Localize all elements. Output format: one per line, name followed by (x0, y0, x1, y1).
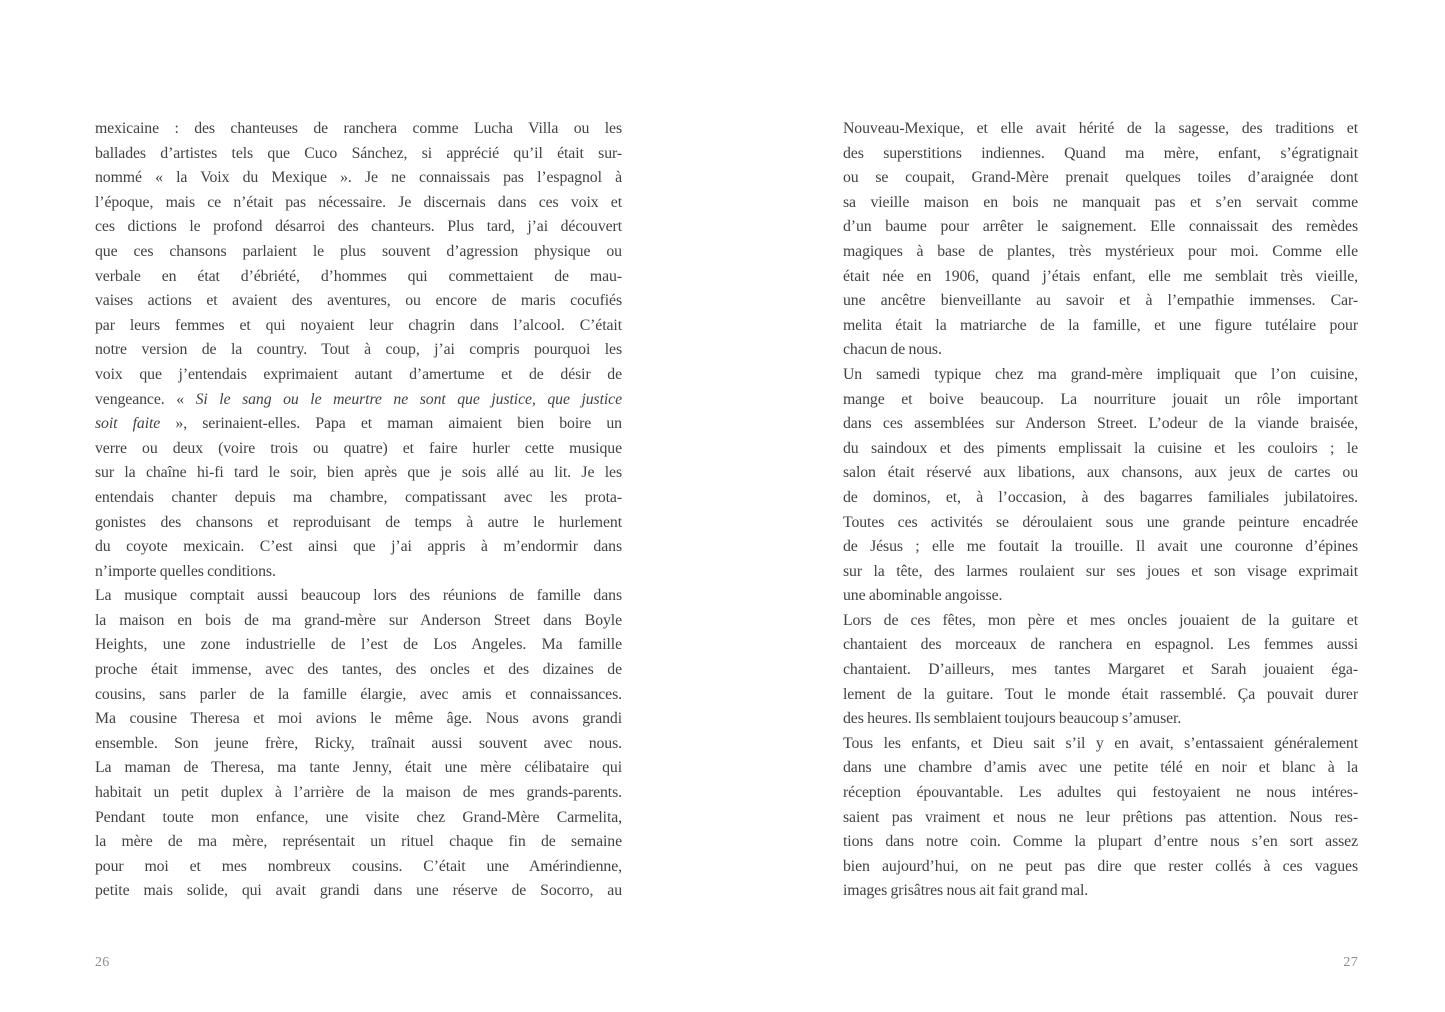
text-line (95, 437, 622, 462)
text-line (843, 535, 1358, 560)
text-segment: verbale en état d’ébriété, d’hommes qui commettaient de mau- (95, 267, 622, 285)
text-line (843, 683, 1358, 708)
text-segment: melita était la matriarche de la famille, et une figure tutélaire pour (843, 316, 1358, 334)
text-segment: Pendant toute mon enfance, une visite chez Grand-Mère Carmelita, (95, 808, 622, 826)
text-line (95, 388, 622, 413)
text-segment: des superstitions indiennes. Quand ma mère, enfant, s’égratignait (843, 144, 1358, 162)
page-text-column (95, 117, 622, 904)
text-segment: une ancêtre bienveillante au savoir et à l’empathie immenses. Car- (843, 292, 1358, 310)
page-number: 27 (1343, 955, 1358, 970)
text-line (95, 633, 622, 658)
text-segment: du coyote mexicain. C’est ainsi que j’ai appris à m’endormir dans (95, 538, 622, 556)
text-line (843, 879, 1358, 904)
text-segment: cousins, sans parler de la famille élargie, avec amis et connaissances. (95, 685, 622, 703)
text-line (843, 142, 1358, 167)
text-line (95, 412, 622, 437)
text-segment: mexicaine : des chanteuses de ranchera comme Lucha Villa ou les (95, 120, 622, 137)
text-segment: mange et boive beaucoup. La nourriture jouait un rôle important (843, 390, 1358, 408)
text-segment: petite mais solide, qui avait grandi dans une réserve de Socorro, au (95, 882, 622, 900)
text-segment: l’époque, mais ce n’était pas nécessaire. Je discernais dans ces voix et (95, 193, 622, 211)
text-segment: entendais chanter depuis ma chambre, compatissant avec les prota- (95, 488, 622, 506)
text-line (843, 633, 1358, 658)
text-line (95, 461, 622, 486)
text-segment: La musique comptait aussi beaucoup lors des réunions de famille dans (95, 587, 622, 605)
text-segment: ensemble. Son jeune frère, Ricky, traînait aussi souvent avec nous. (95, 734, 622, 752)
text-line (843, 486, 1358, 511)
text-line (843, 855, 1358, 880)
text-segment: Lors de ces fêtes, mon père et mes oncles jouaient de la guitare et (843, 611, 1358, 629)
text-line (843, 560, 1358, 585)
text-segment: chantaient. D’ailleurs, mes tantes Margaret et Sarah jouaient éga- (843, 661, 1358, 679)
text-line (843, 412, 1358, 437)
text-line (95, 511, 622, 536)
text-line (843, 215, 1358, 240)
text-line (843, 363, 1358, 388)
text-line (843, 584, 1358, 609)
text-line (95, 683, 622, 708)
text-segment: par leurs femmes et qui noyaient leur chagrin dans l’alcool. C’était (95, 316, 622, 334)
text-line (843, 781, 1358, 806)
text-segment: bien aujourd’hui, on ne peut pas dire que rester collés à ces vagues (843, 857, 1358, 875)
text-line (95, 658, 622, 683)
text-line (843, 732, 1358, 757)
text-segment: saient pas vraiment et nous ne leur prêtions pas attention. Nous res- (843, 808, 1358, 826)
text-line (843, 338, 1358, 363)
text-segment: réception épouvantable. Les adultes qui festoyaient ne nous intéres- (843, 784, 1358, 802)
text-line (843, 166, 1358, 191)
text-line (95, 781, 622, 806)
text-segment: tions dans notre coin. Comme la plupart d’entre nous s’en sort assez (843, 833, 1358, 851)
book-page-right (722, 0, 1445, 1012)
text-segment: notre version de la country. Tout à coup, j’ai compris pourquoi les (95, 341, 622, 359)
book-page-left (0, 0, 722, 1012)
italic-text-segment: soit faite (95, 415, 161, 433)
text-line (95, 363, 622, 388)
text-line (95, 166, 622, 191)
text-line (95, 806, 622, 831)
text-line (95, 338, 622, 363)
text-line (843, 756, 1358, 781)
text-line (843, 707, 1358, 732)
text-segment: Heights, une zone industrielle de l’est de Los Angeles. Ma famille (95, 636, 622, 654)
text-segment: pour moi et mes nombreux cousins. C’était une Amérindienne, (95, 857, 622, 875)
text-line (95, 879, 622, 904)
text-line (843, 609, 1358, 634)
text-segment: du saindoux et des piments emplissait la cuisine et les couloirs ; le (843, 439, 1358, 457)
text-line (95, 830, 622, 855)
text-line (95, 756, 622, 781)
text-line (95, 215, 622, 240)
text-segment: gonistes des chansons et reproduisant de temps à autre le hurlement (95, 513, 622, 531)
italic-text-segment: Si le sang ou le meurtre ne sont que justice, que justice (195, 390, 622, 408)
text-segment: La maman de Theresa, ma tante Jenny, était une mère célibataire qui (95, 759, 622, 777)
text-line (843, 117, 1358, 142)
text-segment: verre ou deux (voire trois ou quatre) et faire hurler cette musique (95, 439, 622, 457)
text-segment: était née en 1906, quand j’étais enfant, elle me semblait très vieille, (843, 267, 1358, 285)
text-segment: Un samedi typique chez ma grand-mère impliquait que l’on cuisine, (843, 365, 1358, 383)
text-segment: ou se coupait, Grand-Mère prenait quelques toiles d’araignée dont (843, 169, 1358, 187)
text-segment: n’importe quelles conditions. (95, 562, 276, 580)
text-segment: proche était immense, avec des tantes, des oncles et des dizaines de (95, 661, 622, 679)
text-line (95, 707, 622, 732)
text-line (843, 314, 1358, 339)
text-line (95, 855, 622, 880)
text-segment: d’un baume pour arrêter le saignement. Elle connaissait des remèdes (843, 218, 1358, 236)
text-segment: Ma cousine Theresa et moi avions le même âge. Nous avons grandi (95, 710, 622, 728)
text-line (95, 142, 622, 167)
text-segment: sa vieille maison en bois ne manquait pas et s’en servait comme (843, 193, 1358, 211)
text-segment: chantaient des morceaux de ranchera en espagnol. Les femmes aussi (843, 636, 1358, 654)
text-segment: dans ces assemblées sur Anderson Street. L’odeur de la viande braisée, (843, 415, 1358, 433)
text-segment: voix que j’entendais exprimaient autant d’amertume et de désir de (95, 365, 622, 383)
text-line (843, 388, 1358, 413)
text-line (843, 830, 1358, 855)
text-segment: Nouveau-Mexique, et elle avait hérité de la sagesse, des traditions et (843, 120, 1358, 137)
text-segment: ces dictions le profond désarroi des chanteurs. Plus tard, j’ai découvert (95, 218, 622, 236)
text-segment: de Jésus ; elle me foutait la trouille. Il avait une couronne d’épines (843, 538, 1358, 556)
text-segment: la mère de ma mère, représentait un rituel chaque fin de semaine (95, 833, 622, 851)
text-segment: chacun de nous. (843, 341, 942, 359)
text-line (95, 191, 622, 216)
text-segment: lement de la guitare. Tout le monde était rassemblé. Ça pouvait durer (843, 685, 1358, 703)
text-segment: que ces chansons parlaient le plus souvent d’agression physique ou (95, 242, 622, 260)
text-line (843, 289, 1358, 314)
text-line (95, 732, 622, 757)
text-segment: des heures. Ils semblaient toujours beaucoup s’amuser. (843, 710, 1182, 728)
text-line (95, 314, 622, 339)
page-number: 26 (95, 955, 110, 970)
text-segment: de dominos, et, à l’occasion, à des bagarres familiales jubilatoires. (843, 488, 1358, 506)
text-line (843, 240, 1358, 265)
text-line (843, 265, 1358, 290)
text-line (843, 658, 1358, 683)
text-line (95, 486, 622, 511)
text-line (843, 461, 1358, 486)
text-segment: ballades d’artistes tels que Cuco Sánchez, si apprécié qu’il était sur- (95, 144, 622, 162)
text-segment: salon était réservé aux libations, aux chansons, aux jeux de cartes ou (843, 464, 1358, 482)
text-segment: nommé « la Voix du Mexique ». Je ne connaissais pas l’espagnol à (95, 169, 622, 187)
text-segment: sur la tête, des larmes roulaient sur ses joues et son visage exprimait (843, 562, 1358, 580)
text-segment: dans une chambre d’amis avec une petite télé en noir et blanc à la (843, 759, 1358, 777)
text-line (95, 117, 622, 142)
text-line (95, 584, 622, 609)
text-segment: vengeance. « (95, 390, 196, 408)
text-line (95, 289, 622, 314)
text-line (843, 511, 1358, 536)
text-segment: une abominable angoisse. (843, 587, 1003, 605)
text-line (843, 437, 1358, 462)
text-segment: sur la chaîne hi-fi tard le soir, bien après que je sois allé au lit. Je les (95, 464, 622, 482)
text-segment: magiques à base de plantes, très mystérieux pour moi. Comme elle (843, 242, 1358, 260)
text-line (843, 191, 1358, 216)
text-segment: habitait un petit duplex à l’arrière de la maison de mes grands-parents. (95, 784, 622, 802)
text-line (95, 560, 622, 585)
text-segment: la maison en bois de ma grand-mère sur Anderson Street dans Boyle (95, 611, 622, 629)
text-line (843, 806, 1358, 831)
page-text-column (843, 117, 1358, 904)
text-segment: », serinaient-elles. Papa et maman aimaient bien boire un (160, 415, 622, 433)
text-segment: Toutes ces activités se déroulaient sous une grande peinture encadrée (843, 513, 1358, 531)
text-segment: Tous les enfants, et Dieu sait s’il y en avait, s’entassaient généralement (843, 734, 1358, 752)
text-segment: vaises actions et avaient des aventures, ou encore de maris cocufiés (95, 292, 622, 310)
text-line (95, 609, 622, 634)
text-line (95, 535, 622, 560)
text-segment: images grisâtres nous ait fait grand mal. (843, 882, 1089, 900)
text-line (95, 265, 622, 290)
text-line (95, 240, 622, 265)
